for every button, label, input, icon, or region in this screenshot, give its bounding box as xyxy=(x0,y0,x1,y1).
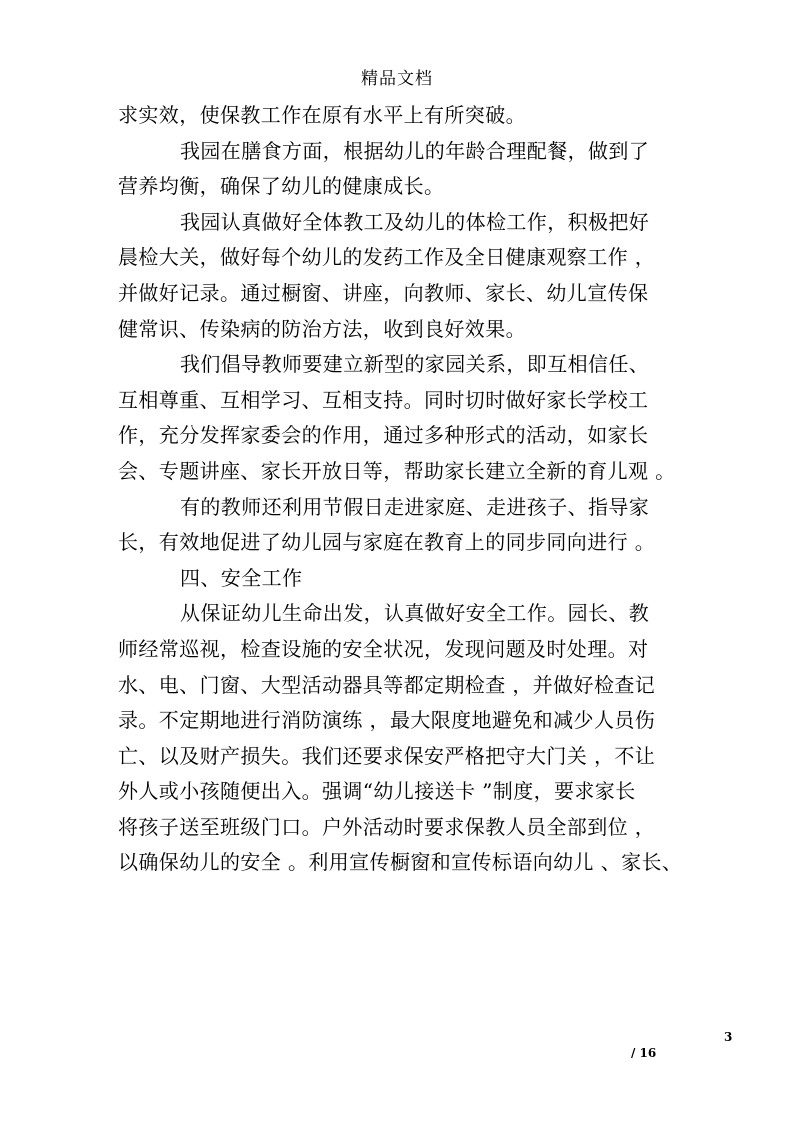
text-line: 亡、以及财产损失。我们还要求保安严格把守大门关 ，不让 xyxy=(118,743,656,768)
page-number: 3 xyxy=(724,1030,733,1044)
text-line: 水、电、门窗、大型活动器具等都定期检查 ，并做好检查记 xyxy=(118,672,656,697)
text-line: 以确保幼儿的安全 。利用宣传橱窗和宣传标语向幼儿 、家长、 xyxy=(118,850,683,875)
text-line: 我园在膳食方面，根据幼儿的年龄合理配餐，做到了 xyxy=(180,138,650,163)
page-total: / 16 xyxy=(631,1046,657,1060)
text-line: 作，充分发挥家委会的作用，通过多种形式的活动，如家长 xyxy=(118,423,649,448)
text-line: 晨检大关，做好每个幼儿的发药工作及全日健康观察工作 ， xyxy=(118,245,656,270)
document-header: 精品文档 xyxy=(361,69,433,89)
text-line: 师经常巡视，检查设施的安全状况，发现问题及时处理。对 xyxy=(118,636,649,661)
section-heading: 四、安全工作 xyxy=(180,565,303,590)
text-line: 我园认真做好全体教工及幼儿的体检工作，积极把好 xyxy=(180,209,650,234)
document-body xyxy=(118,98,683,881)
text-line: 求实效，使保教工作在原有水平上有所突破。 xyxy=(118,103,526,127)
text-line: 并做好记录。通过橱窗、讲座，向教师、家长、幼儿宣传保 xyxy=(118,280,649,305)
text-line: 互相尊重、互相学习、互相支持。同时切时做好家长学校工 xyxy=(118,387,649,412)
text-line: 长，有效地促进了幼儿园与家庭在教育上的同步同向进行 。 xyxy=(118,530,656,555)
text-line: 营养均衡，确保了幼儿的健康成长。 xyxy=(118,174,445,199)
text-line: 录。不定期地进行消防演练 ，最大限度地避免和减少人员伤 xyxy=(118,708,656,733)
text-line: 将孩子送至班级门口。户外活动时要求保教人员全部到位 ， xyxy=(118,814,656,839)
text-line: 从保证幼儿生命出发，认真做好安全工作。园长、教 xyxy=(180,601,650,626)
text-line: 健常识、传染病的防治方法，收到良好效果。 xyxy=(118,316,526,341)
text-line: 外人或小孩随便出入。强调“幼儿接送卡 ”制度，要求家长 xyxy=(118,779,636,804)
text-line: 我们倡导教师要建立新型的家园关系，即互相信任、 xyxy=(180,352,650,377)
text-line: 会、专题讲座、家长开放日等，帮助家长建立全新的育儿观 。 xyxy=(118,458,676,483)
text-line: 有的教师还利用节假日走进家庭、走进孩子、指导家 xyxy=(180,494,650,519)
